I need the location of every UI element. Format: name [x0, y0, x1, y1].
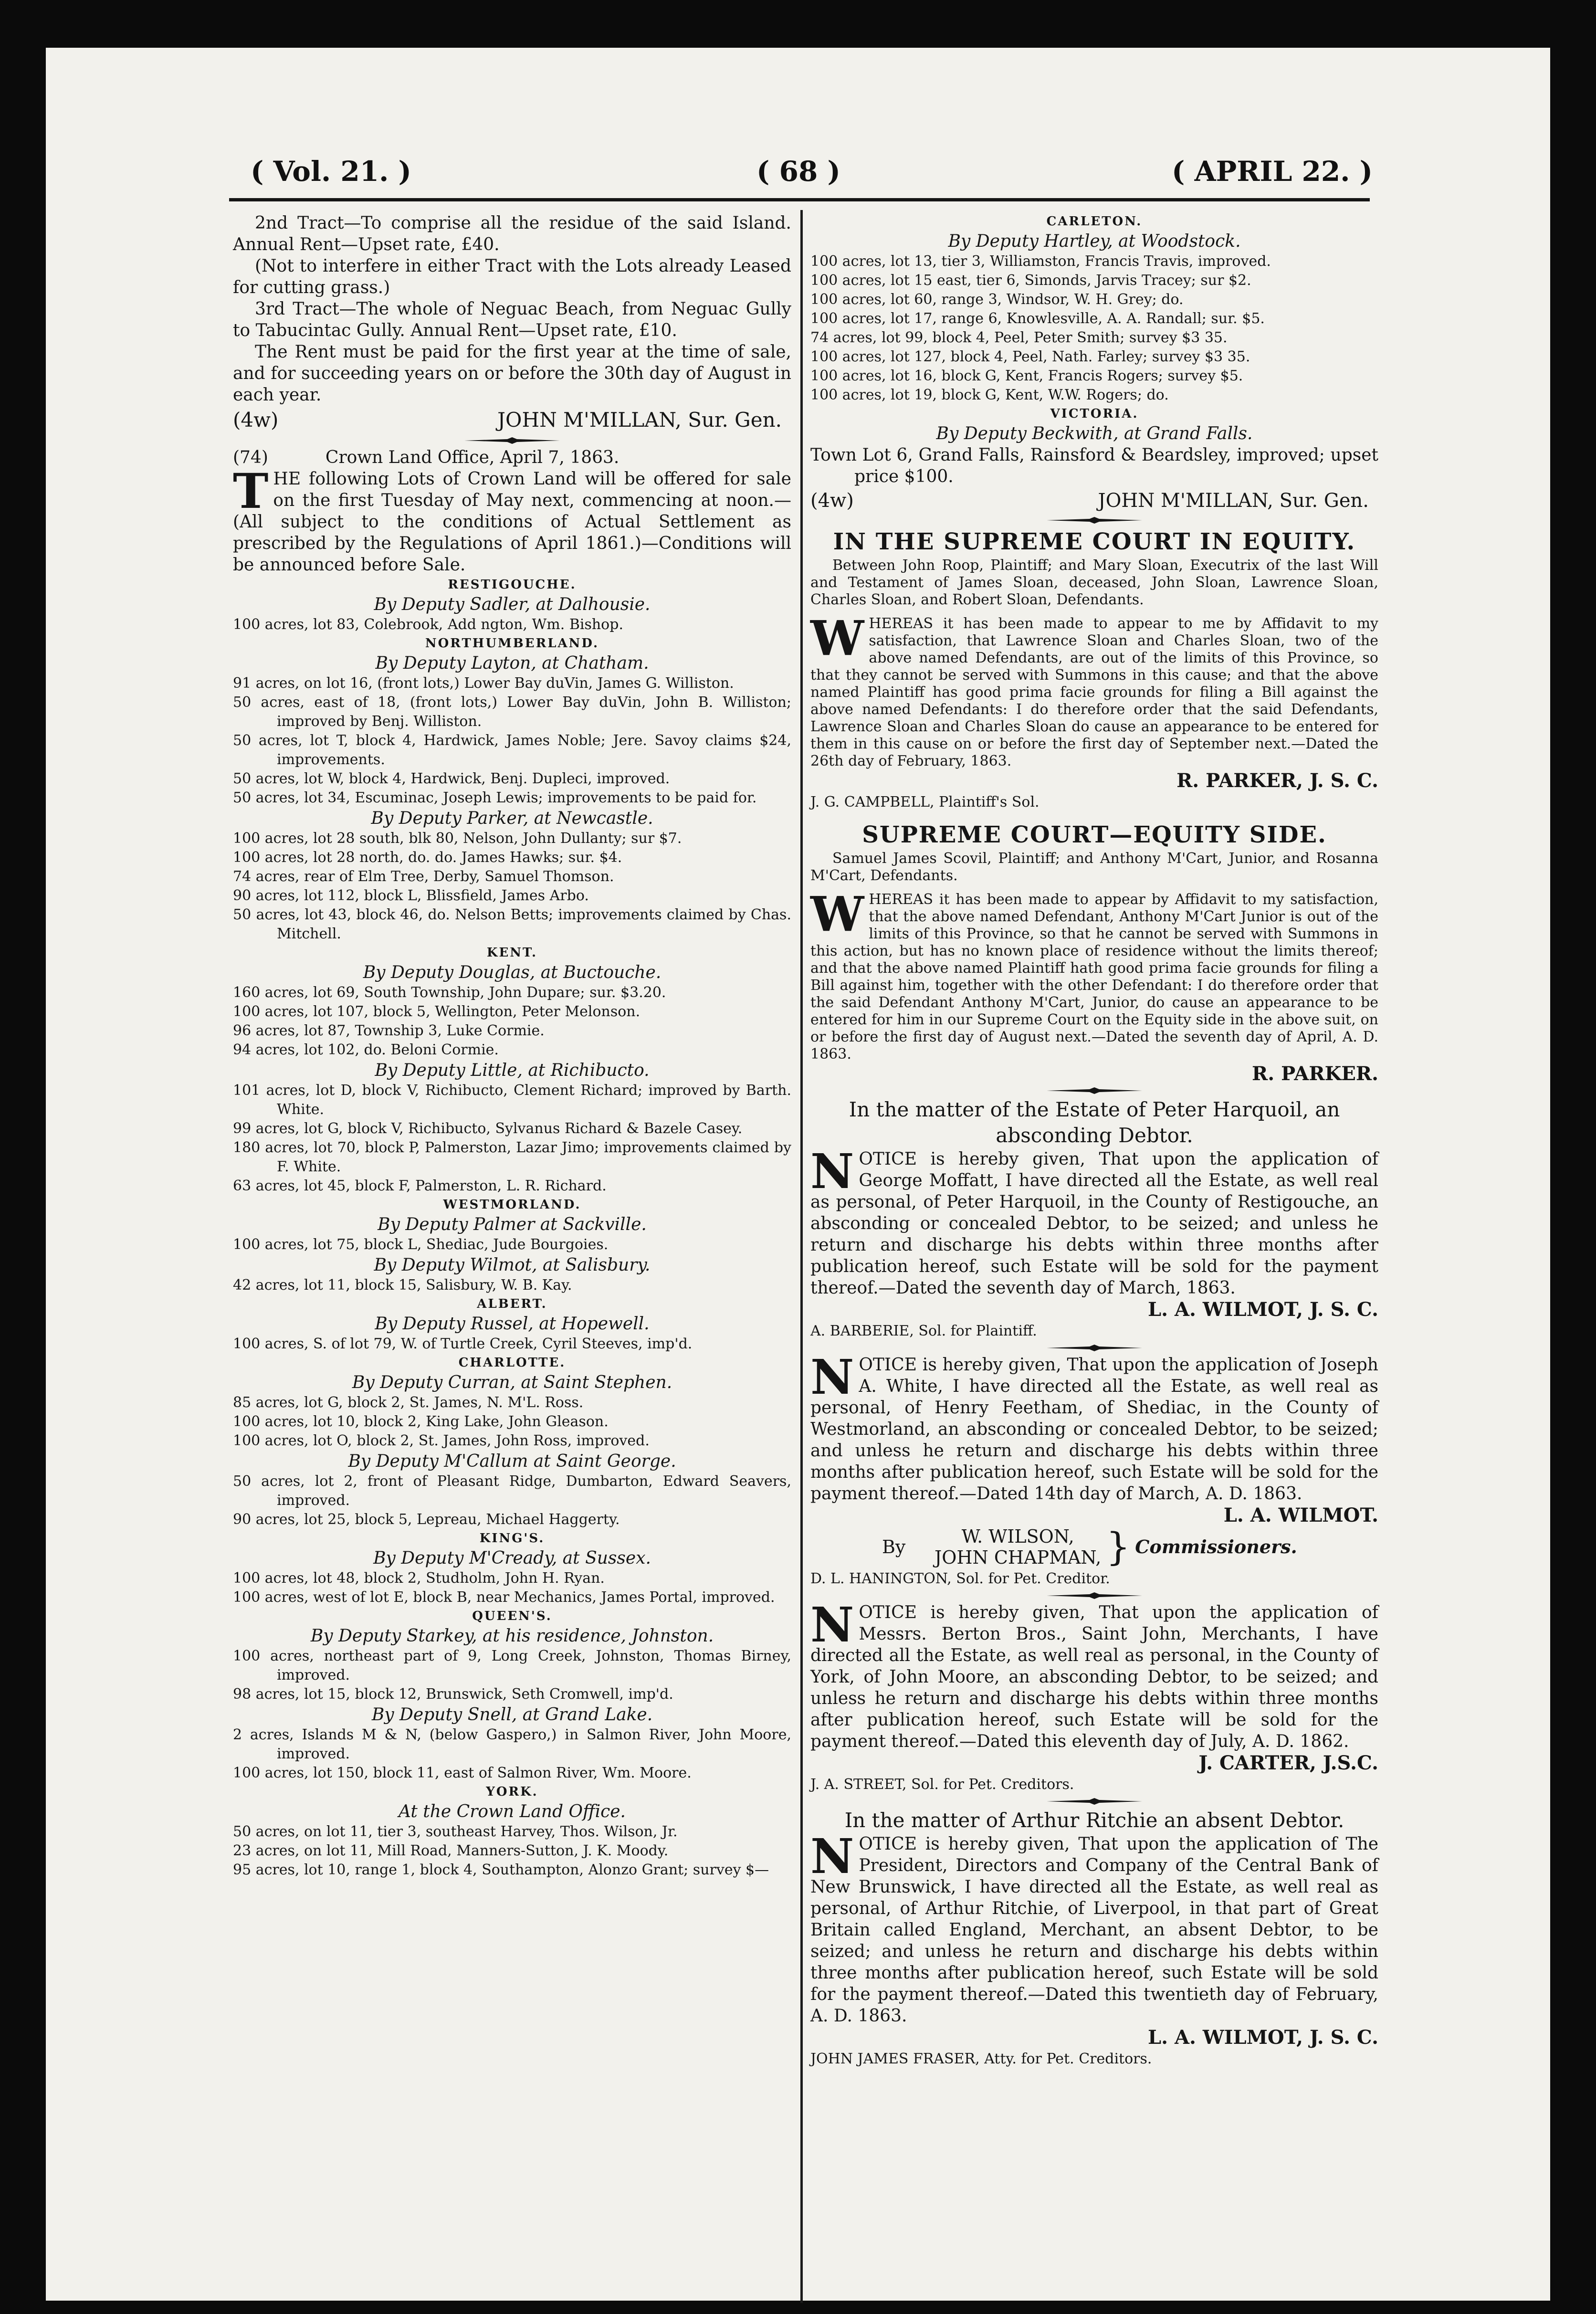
equity-notice — [810, 610, 1378, 770]
notice-number: (4w) — [810, 490, 854, 512]
parties: Between John Roop, Plaintiff; and Mary Sloan, Executrix of the last Will and Testament of James Sloan, deceased, John Sloan, Lawrence Sloan, Charles Sloan, and Robert Sloan, Defendants. — [810, 557, 1378, 608]
judge-signature: R. PARKER, J. S. C. — [1176, 769, 1378, 792]
notice-number: (4w) — [233, 408, 279, 431]
sale-intro-text: HE following Lots of Crown Land will be offered for sale on the first Tuesday of May next, commencing at noon.—(All subject to the conditions of Actual Settlement as prescribed by the Regulations of April 1861.)—Conditions will be announced before Sale. — [233, 469, 791, 575]
commissioner-name: W. WILSON, — [961, 1526, 1074, 1547]
lot-item: 90 acres, lot 112, block L, Blissfield, James Arbo. — [233, 887, 589, 904]
deputy-line: By Deputy Palmer at Sackville. — [378, 1215, 647, 1234]
lot-item: 2 acres, Islands M & N, (below Gaspero,) in Salmon River, John Moore, improved. — [233, 1726, 791, 1762]
notice-text: OTICE is hereby given, That upon the application of The President, Directors and Company of the Central Bank of New Brunswick, I have directed all the Estate, as well real as personal, of Arthur Ritchie, of Liverpool, in that part of Great Britain called England, Merchant, an absent Debtor, to be seized; and unless he return and discharge his debts within three months after publication hereof, such Estate will be sold for the payment thereof.—Dated this twentieth day of February, A. D. 1863. — [810, 1834, 1378, 2026]
county-heading: YORK. — [486, 1785, 538, 1799]
lot-item: 74 acres, lot 99, block 4, Peel, Peter Smith; survey $3 35. — [810, 329, 1228, 346]
lot-item: 94 acres, lot 102, do. Beloni Cormie. — [233, 1041, 499, 1058]
county-heading: RESTIGOUCHE. — [448, 578, 577, 592]
solicitor: J. G. CAMPBELL, Plaintiff's Sol. — [810, 794, 1040, 810]
lot-item: 100 acres, lot 19, block G, Kent, W.W. Rogers; do. — [810, 387, 1169, 403]
estate-heading: In the matter of Arthur Ritchie an absent Debtor. — [844, 1809, 1344, 1832]
lot-item: 96 acres, lot 87, Township 3, Luke Cormie. — [233, 1022, 545, 1039]
lot-item: 50 acres, lot 2, front of Pleasant Ridge, Dumbarton, Edward Seavers, improved. — [233, 1473, 791, 1509]
lot-item: 101 acres, lot D, block V, Richibucto, Clement Richard; improved by Barth. White. — [233, 1082, 791, 1118]
notice-text: HEREAS it has been made to appear to me by Affidavit to my satisfaction, that Lawrence Sloan and Charles Sloan, two of the above named Defendants, are out of the limits of this Province, so that they cannot be served with Summons in this cause; and that the above named Plaintiff has good prima facie grounds for filing a Bill against the above named Defendants: I do therefore order that the said Defendants, Lawrence Sloan and Charles Sloan do cause an appearance to be entered for them in this cause on or before the first day of September next.—Dated the 26th day of February, 1863. — [810, 615, 1378, 769]
parties: Samuel James Scovil, Plaintiff; and Anthony M'Cart, Junior, and Rosanna M'Cart, Defendants. — [810, 850, 1378, 884]
lot-item: 50 acres, lot 43, block 46, do. Nelson Betts; improvements claimed by Chas. Mitchell. — [233, 906, 791, 942]
ornament-rule — [1047, 1798, 1142, 1805]
estate-heading: In the matter of the Estate of Peter Harquoil, an absconding Debtor. — [849, 1098, 1340, 1147]
lot-item: 100 acres, lot 28 south, blk 80, Nelson, John Dullanty; sur $7. — [233, 830, 682, 847]
solicitor: A. BARBERIE, Sol. for Plaintiff. — [810, 1323, 1037, 1339]
deputy-line: At the Crown Land Office. — [398, 1802, 626, 1821]
county-heading: KENT. — [486, 946, 538, 960]
solicitor: D. L. HANINGTON, Sol. for Pet. Creditor. — [810, 1570, 1110, 1587]
deputy-line: By Deputy Russel, at Hopewell. — [375, 1314, 650, 1334]
lot-item: 50 acres, east of 18, (front lots,) Lower Bay duVin, John B. Williston; improved by Benj. Williston. — [233, 694, 791, 730]
office-line — [233, 447, 791, 468]
judge-signature: R. PARKER. — [1252, 1062, 1378, 1085]
lot-item: 63 acres, lot 45, block F, Palmerston, L. R. Richard. — [233, 1178, 607, 1194]
signature-line — [810, 487, 1378, 514]
ornament-rule — [1047, 1087, 1142, 1094]
signature: JOHN M'MILLAN, Sur. Gen. — [497, 408, 782, 431]
equity-title: SUPREME COURT—EQUITY SIDE. — [862, 821, 1327, 848]
deputy-line: By Deputy Starkey, at his residence, Johnston. — [310, 1626, 714, 1646]
deputy-line: By Deputy M'Callum at Saint George. — [348, 1452, 676, 1471]
notice-text: OTICE is hereby given, That upon the application of Joseph A. White, I have directed all the Estate, as well real as personal, of Henry Feetham, of Shediac, in the County of Westmorland, an absconding or concealed Debtor, to be seized; and unless he return and discharge his debts within three months after publication hereof, such Estate will be sold for the payment thereof.—Dated 14th day of March, A. D. 1863. — [810, 1355, 1378, 1504]
lot-item: 100 acres, lot 15 east, tier 6, Simonds, Jarvis Tracey; sur $2. — [810, 272, 1251, 289]
lot-item: 95 acres, lot 10, range 1, block 4, Southampton, Alonzo Grant; survey $— — [233, 1862, 769, 1878]
debtor-notice — [810, 1143, 1378, 1299]
county-heading: CARLETON. — [1046, 214, 1143, 229]
sale-intro — [233, 463, 791, 576]
lot-item: 50 acres, lot W, block 4, Hardwick, Benj. Dupleci, improved. — [233, 770, 670, 787]
county-heading: WESTMORLAND. — [443, 1198, 581, 1212]
deputy-line: By Deputy Wilmot, at Salisbury. — [374, 1255, 651, 1275]
signature-line — [233, 406, 791, 434]
notice-text: OTICE is hereby given, That upon the application of George Moffatt, I have directed all the Estate, as well real as personal, of Peter Harquoil, in the County of Restigouche, an absconding or concealed Debtor, to be seized; and unless he return and discharge his debts within three months after publication hereof, such Estate will be sold for the payment thereof.—Dated the seventh day of March, 1863. — [810, 1149, 1378, 1298]
judge-signature: L. A. WILMOT, J. S. C. — [1147, 2026, 1378, 2049]
right-column — [810, 212, 1378, 2070]
solicitor: JOHN JAMES FRASER, Atty. for Pet. Creditors. — [810, 2051, 1152, 2067]
debtor-notice — [810, 1828, 1378, 2027]
header-rule — [229, 198, 1370, 201]
solicitor: J. A. STREET, Sol. for Pet. Creditors. — [810, 1776, 1074, 1793]
judge-signature: L. A. WILMOT, J. S. C. — [1147, 1298, 1378, 1321]
office-date: Crown Land Office, April 7, 1863. — [325, 448, 620, 467]
deputy-line: By Deputy Parker, at Newcastle. — [371, 809, 653, 828]
column-divider — [800, 210, 803, 2303]
county-heading: NORTHUMBERLAND. — [425, 636, 599, 651]
lot-item: 98 acres, lot 15, block 12, Brunswick, Seth Cromwell, imp'd. — [233, 1686, 673, 1703]
deputy-line: By Deputy Snell, at Grand Lake. — [371, 1705, 653, 1725]
deputy-line: By Deputy Beckwith, at Grand Falls. — [936, 424, 1253, 443]
lot-item: 91 acres, on lot 16, (front lots,) Lower Bay duVin, James G. Williston. — [233, 675, 734, 692]
brace: } — [1106, 1525, 1131, 1569]
deputy-line: By Deputy Douglas, at Buctouche. — [363, 963, 662, 982]
issue-date: ( APRIL 22. ) — [1172, 155, 1373, 188]
commissioner-names — [934, 1526, 1101, 1568]
drop-cap: W — [810, 886, 864, 942]
equity-notice — [810, 886, 1378, 1063]
volume-header: ( Vol. 21. ) — [251, 155, 411, 188]
notice-number: (74) — [233, 448, 268, 467]
lot-item: 74 acres, rear of Elm Tree, Derby, Samuel Thomson. — [233, 868, 614, 885]
judge-signature: J. CARTER, J.S.C. — [1198, 1752, 1378, 1774]
commissioner-name: JOHN CHAPMAN, — [934, 1547, 1102, 1568]
lot-item: 100 acres, lot 17, range 6, Knowlesville, A. A. Randall; sur. $5. — [810, 310, 1265, 327]
lot-item: 100 acres, lot O, block 2, St. James, John Ross, improved. — [233, 1432, 650, 1449]
lot-item: 100 acres, lot 16, block G, Kent, Francis Rogers; survey $5. — [810, 368, 1243, 384]
lot-item: 100 acres, lot 48, block 2, Studholm, John H. Ryan. — [233, 1570, 605, 1587]
lot-item: Town Lot 6, Grand Falls, Rainsford & Beardsley, improved; upset price $100. — [810, 445, 1378, 486]
lot-item: 100 acres, lot 10, block 2, King Lake, John Gleason. — [233, 1413, 609, 1430]
lot-item: 90 acres, lot 25, block 5, Lepreau, Michael Haggerty. — [233, 1511, 620, 1528]
lot-item: 180 acres, lot 70, block P, Palmerston, Lazar Jimo; improvements claimed by F. White. — [233, 1139, 791, 1175]
lot-item: 100 acres, lot 107, block 5, Wellington, Peter Melonson. — [233, 1003, 640, 1020]
deputy-line: By Deputy M'Cready, at Sussex. — [373, 1548, 651, 1568]
equity-title: IN THE SUPREME COURT IN EQUITY. — [833, 528, 1356, 555]
lot-item: 50 acres, lot 34, Escuminac, Joseph Lewis; improvements to be paid for. — [233, 789, 757, 806]
tract-2-note: (Not to interfere in either Tract with the Lots already Leased for cutting grass.) — [233, 256, 791, 297]
lot-item: 42 acres, lot 11, block 15, Salisbury, W. B. Kay. — [233, 1277, 572, 1294]
deputy-line: By Deputy Little, at Richibucto. — [375, 1061, 650, 1080]
lot-item: 50 acres, on lot 11, tier 3, southeast Harvey, Thos. Wilson, Jr. — [233, 1823, 678, 1840]
deputy-line: By Deputy Sadler, at Dalhousie. — [374, 595, 651, 614]
lot-item: 100 acres, lot 75, block L, Shediac, Jude Bourgoies. — [233, 1236, 609, 1253]
by-label: By — [882, 1536, 906, 1557]
lot-item: 100 acres, west of lot E, block B, near Mechanics, James Portal, improved. — [233, 1589, 775, 1606]
deputy-line: By Deputy Hartley, at Woodstock. — [948, 231, 1241, 251]
page-number: ( 68 ) — [756, 155, 840, 188]
drop-cap: N — [810, 1828, 854, 1884]
county-heading: CHARLOTTE. — [458, 1356, 566, 1370]
lot-item: 99 acres, lot G, block V, Richibucto, Sylvanus Richard & Bazele Casey. — [233, 1120, 743, 1137]
ornament-rule — [1047, 1345, 1142, 1351]
rent-terms: The Rent must be paid for the first year at the time of sale, and for succeeding years on or before the 30th day of August in each year. — [233, 342, 791, 405]
lot-item: 100 acres, lot 28 north, do. do. James Hawks; sur. $4. — [233, 849, 622, 866]
notice-text: HEREAS it has been made to appear by Affidavit to my satisfaction, that the above named Defendant, Anthony M'Cart Junior is out of the limits of this Province, so that he cannot be served with Summons in this action, but has no known place of residence without the limits thereof; and that the above named Plaintiff hath good prima facie grounds for filing a Bill against him, together with the other Defendant: I do therefore order that the said Defendant Anthony M'Cart, Junior, do cause an appearance to be entered for him in our Supreme Court on the Equity side in the above suit, on or before the first day of August next.—Dated the seventh day of April, A. D. 1863. — [810, 891, 1378, 1062]
notice-text: OTICE is hereby given, That upon the application of Messrs. Berton Bros., Saint John, Merchants, I have directed all the Estate, as well real as personal, in the County of York, of John Moore, an absconding Debtor, to be seized; and unless he return and discharge his debts within three months after publication hereof, such Estate will be sold for the payment thereof.—Dated this eleventh day of July, A. D. 1862. — [810, 1603, 1378, 1751]
county-heading: ALBERT. — [477, 1297, 547, 1311]
drop-cap: N — [810, 1143, 854, 1199]
commissioners-label: Commissioners. — [1135, 1536, 1297, 1557]
signature: JOHN M'MILLAN, Sur. Gen. — [1098, 490, 1369, 512]
lot-item: 100 acres, lot 150, block 11, east of Salmon River, Wm. Moore. — [233, 1765, 692, 1781]
lot-item: 100 acres, lot 83, Colebrook, Add ngton, Wm. Bishop. — [233, 616, 623, 633]
lot-item: 100 acres, S. of lot 79, W. of Turtle Creek, Cyril Steeves, imp'd. — [233, 1336, 693, 1352]
ornament-rule — [464, 437, 560, 444]
ornament-rule — [1047, 1592, 1142, 1599]
county-heading: KING'S. — [479, 1531, 545, 1546]
lot-item: 100 acres, lot 60, range 3, Windsor, W. H. Grey; do. — [810, 291, 1184, 308]
drop-cap: W — [810, 610, 864, 666]
carleton-lots — [810, 252, 1378, 405]
county-heading: QUEEN'S. — [472, 1609, 552, 1623]
lot-item: 100 acres, lot 13, tier 3, Williamston, Francis Travis, improved. — [810, 253, 1271, 270]
lot-item: 23 acres, on lot 11, Mill Road, Manners-Sutton, J. K. Moody. — [233, 1842, 669, 1859]
drop-cap: N — [810, 1597, 854, 1653]
county-sections — [233, 576, 791, 1880]
judge-signature: L. A. WILMOT. — [1223, 1504, 1378, 1526]
tract-3: 3rd Tract—The whole of Neguac Beach, from Neguac Gully to Tabucintac Gully. Annual Rent—Upset rate, £10. — [233, 299, 791, 340]
lot-item: 85 acres, lot G, block 2, St. James, N. M'L. Ross. — [233, 1394, 584, 1411]
commissioners-block — [810, 1526, 1378, 1568]
tract-2: 2nd Tract—To comprise all the residue of the said Island. Annual Rent—Upset rate, £40. — [233, 213, 791, 254]
debtor-notice — [810, 1597, 1378, 1752]
lot-item: 100 acres, lot 127, block 4, Peel, Nath. Farley; survey $3 35. — [810, 348, 1250, 365]
drop-cap: T — [233, 463, 269, 519]
left-column — [233, 212, 791, 1880]
lot-item: 100 acres, northeast part of 9, Long Creek, Johnston, Thomas Birney, improved. — [233, 1648, 791, 1683]
ornament-rule — [1047, 517, 1142, 524]
debtor-notice — [810, 1349, 1378, 1504]
deputy-line: By Deputy Curran, at Saint Stephen. — [352, 1373, 672, 1392]
lot-item: 50 acres, lot T, block 4, Hardwick, James Noble; Jere. Savoy claims $24, improvements. — [233, 732, 791, 768]
county-heading: VICTORIA. — [1050, 407, 1139, 421]
lot-item: 160 acres, lot 69, South Township, John Dupare; sur. $3.20. — [233, 984, 666, 1001]
drop-cap: N — [810, 1349, 854, 1405]
deputy-line: By Deputy Layton, at Chatham. — [375, 653, 649, 673]
